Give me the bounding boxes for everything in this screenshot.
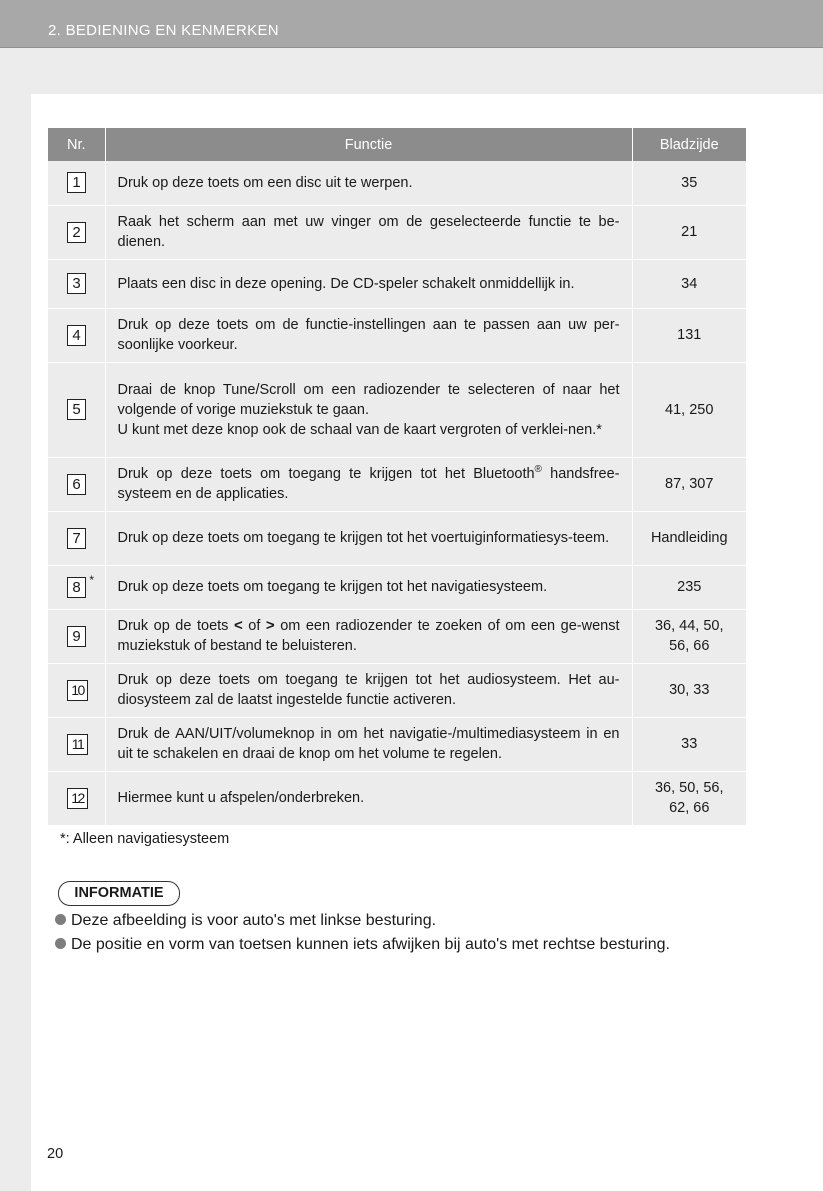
table-row	[48, 161, 746, 205]
row-description: Druk op deze toets om de functie-instellingen aan te passen aan uw per-soonlijke voorkeur.	[105, 308, 632, 362]
info-item: Deze afbeelding is voor auto's met linkse besturing.	[55, 912, 436, 930]
row-description-line: Draai de knop Tune/Scroll om een radiozender te selecteren of naar het volgende of vorige muziekstuk te gaan.	[117, 381, 620, 418]
row-number-box: 10	[67, 680, 88, 701]
seek-forward-icon: >	[265, 617, 275, 634]
row-page: 34	[632, 259, 746, 308]
info-item: De positie en vorm van toetsen kunnen iets afwijken bij auto's met rechtse besturing.	[55, 936, 670, 954]
table-row	[48, 511, 746, 565]
row-number-box: 11	[67, 734, 88, 755]
row-number-box: 1	[67, 172, 86, 193]
row-description: Raak het scherm aan met uw vinger om de geselecteerde functie te be-dienen.	[105, 205, 632, 259]
row-page: 21	[632, 205, 746, 259]
row-description: Druk op deze toets om toegang te krijgen tot het navigatiesysteem.	[105, 565, 632, 609]
column-header-function: Functie	[105, 128, 632, 161]
row-page: 131	[632, 308, 746, 362]
row-page: 30, 33	[632, 663, 746, 717]
row-page: 35	[632, 161, 746, 205]
row-number-box: 6	[67, 474, 86, 495]
row-number-box: 2	[67, 222, 86, 243]
row-page: 41, 250	[632, 362, 746, 457]
row-page: 36, 44, 50, 56, 66	[632, 609, 746, 663]
table-row	[48, 771, 746, 825]
row-description: Druk op deze toets om toegang te krijgen tot het Bluetooth® handsfree-systeem en de applicaties.	[105, 457, 632, 511]
table-row	[48, 717, 746, 771]
row-number-box: 4	[67, 325, 86, 346]
table-row	[48, 205, 746, 259]
column-header-nr: Nr.	[48, 128, 105, 161]
table-row	[48, 362, 746, 457]
table-row	[48, 565, 746, 609]
bullet-icon	[55, 938, 66, 949]
row-description: Hiermee kunt u afspelen/onderbreken.	[105, 771, 632, 825]
section-title: 2. BEDIENING EN KENMERKEN	[48, 22, 279, 39]
table-row	[48, 609, 746, 663]
row-number-box: 12	[67, 788, 88, 809]
row-page: 33	[632, 717, 746, 771]
table-header-row	[48, 128, 746, 161]
left-margin-strip	[0, 48, 31, 1191]
header-gray-band	[0, 48, 823, 94]
row-page: 235	[632, 565, 746, 609]
function-table	[48, 128, 746, 826]
row-description-line: U kunt met deze knop ook de schaal van de kaart vergroten of verklei-nen.*	[117, 421, 602, 438]
table-row	[48, 457, 746, 511]
row-page: Handleiding	[632, 511, 746, 565]
footnote: *: Alleen navigatiesysteem	[60, 831, 230, 847]
row-page: 87, 307	[632, 457, 746, 511]
asterisk-mark: *	[89, 572, 94, 587]
header-bar	[0, 0, 823, 48]
page-number: 20	[47, 1146, 64, 1162]
table-row	[48, 259, 746, 308]
seek-back-icon: <	[233, 617, 243, 634]
row-number-box: 3	[67, 273, 86, 294]
table-row	[48, 663, 746, 717]
row-page: 36, 50, 56, 62, 66	[632, 771, 746, 825]
row-description	[105, 362, 632, 457]
row-description: Druk op deze toets om een disc uit te werpen.	[105, 161, 632, 205]
row-description: Druk op deze toets om toegang te krijgen tot het audiosysteem. Het au-diosysteem zal de laatst ingestelde functie activeren.	[105, 663, 632, 717]
bullet-icon	[55, 914, 66, 925]
table-row	[48, 308, 746, 362]
info-badge: INFORMATIE	[58, 881, 180, 906]
row-description: Plaats een disc in deze opening. De CD-speler schakelt onmiddellijk in.	[105, 259, 632, 308]
column-header-page: Bladzijde	[632, 128, 746, 161]
registered-mark: ®	[534, 464, 542, 476]
row-description: Druk de AAN/UIT/volumeknop in om het navigatie-/multimediasysteem in en uit te schakelen en draai de knop om het volume te regelen.	[105, 717, 632, 771]
row-description: Druk op deze toets om toegang te krijgen tot het voertuiginformatiesys-teem.	[105, 511, 632, 565]
row-number-box: 7	[67, 528, 86, 549]
row-description: Druk op de toets < of > om een radiozender te zoeken of om een ge-wenst muziekstuk of bestand te beluisteren.	[105, 609, 632, 663]
row-number-box: 5	[67, 399, 86, 420]
row-number-box: 9	[67, 626, 86, 647]
row-number-box: 8 *	[67, 577, 86, 598]
